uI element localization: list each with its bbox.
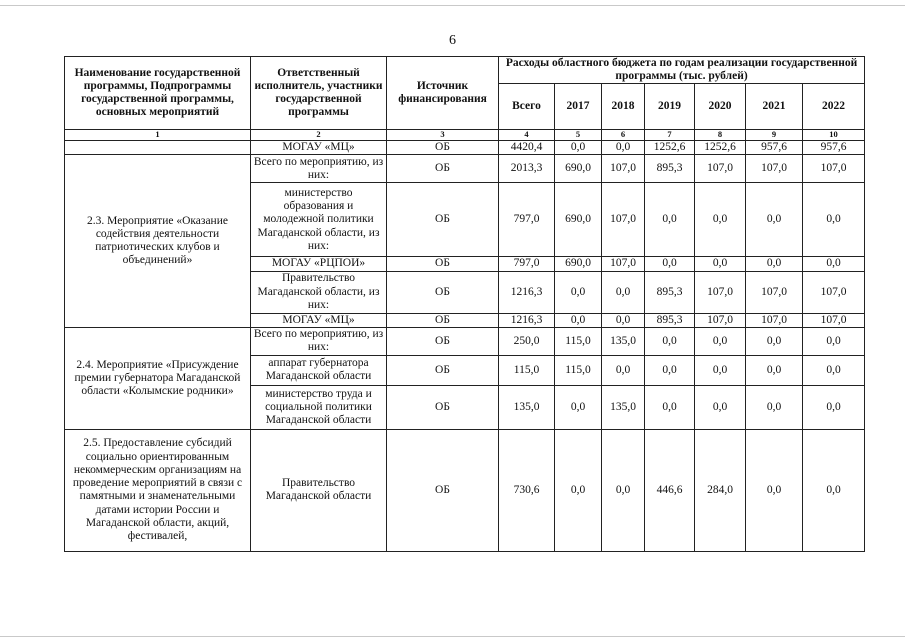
year-cell: 135,0 xyxy=(602,385,645,429)
year-cell: 284,0 xyxy=(695,429,746,551)
total-cell: 4420,4 xyxy=(499,141,555,155)
year-cell: 0,0 xyxy=(746,327,803,355)
source-cell: ОБ xyxy=(387,385,499,429)
column-number: 8 xyxy=(695,130,746,141)
column-number-row xyxy=(65,130,865,141)
year-cell: 135,0 xyxy=(602,327,645,355)
header-year: 2022 xyxy=(803,84,865,130)
year-cell: 0,0 xyxy=(803,257,865,271)
executor-cell: МОГАУ «МЦ» xyxy=(251,141,387,155)
header-row-top xyxy=(65,57,865,84)
year-cell: 0,0 xyxy=(555,141,602,155)
column-number: 4 xyxy=(499,130,555,141)
year-cell: 0,0 xyxy=(602,355,645,385)
source-cell: ОБ xyxy=(387,155,499,183)
total-cell: 1216,3 xyxy=(499,271,555,313)
total-cell: 250,0 xyxy=(499,327,555,355)
year-cell: 0,0 xyxy=(746,257,803,271)
year-cell: 690,0 xyxy=(555,183,602,257)
year-cell: 107,0 xyxy=(602,257,645,271)
activity-name: 2.3. Мероприятие «Оказание содействия деятельности патриотических клубов и объединений» xyxy=(65,155,251,327)
source-cell: ОБ xyxy=(387,183,499,257)
year-cell: 0,0 xyxy=(803,429,865,551)
year-cell: 690,0 xyxy=(555,155,602,183)
header-name: Наименование государственной программы, Подпрограммы государственной программы, основных мероприятий xyxy=(65,57,251,130)
year-cell: 0,0 xyxy=(803,183,865,257)
column-number: 1 xyxy=(65,130,251,141)
header-year: 2017 xyxy=(555,84,602,130)
total-cell: 2013,3 xyxy=(499,155,555,183)
year-cell: 107,0 xyxy=(695,271,746,313)
column-number: 6 xyxy=(602,130,645,141)
header-year: 2018 xyxy=(602,84,645,130)
header-year: 2019 xyxy=(645,84,695,130)
executor-cell: МОГАУ «МЦ» xyxy=(251,313,387,327)
year-cell: 107,0 xyxy=(803,313,865,327)
year-cell: 690,0 xyxy=(555,257,602,271)
executor-cell: Правительство Магаданской области xyxy=(251,429,387,551)
header-expenses: Расходы областного бюджета по годам реализации государственной программы (тыс. рублей) xyxy=(499,57,865,84)
header-year: 2021 xyxy=(746,84,803,130)
year-cell: 1252,6 xyxy=(695,141,746,155)
total-cell: 797,0 xyxy=(499,183,555,257)
year-cell: 0,0 xyxy=(645,183,695,257)
year-cell: 0,0 xyxy=(803,327,865,355)
year-cell: 0,0 xyxy=(602,313,645,327)
year-cell: 107,0 xyxy=(746,313,803,327)
executor-cell: аппарат губернатора Магаданской области xyxy=(251,355,387,385)
year-cell: 107,0 xyxy=(695,155,746,183)
total-cell: 115,0 xyxy=(499,355,555,385)
year-cell: 0,0 xyxy=(746,355,803,385)
year-cell: 0,0 xyxy=(645,327,695,355)
executor-cell: Всего по мероприятию, из них: xyxy=(251,155,387,183)
page-number: 6 xyxy=(449,33,456,48)
year-cell: 0,0 xyxy=(695,183,746,257)
executor-cell: Правительство Магаданской области, из них: xyxy=(251,271,387,313)
table-row xyxy=(65,141,865,155)
year-cell: 957,6 xyxy=(746,141,803,155)
year-cell: 107,0 xyxy=(803,155,865,183)
source-cell: ОБ xyxy=(387,271,499,313)
year-cell: 0,0 xyxy=(746,429,803,551)
header-source: Источник финансирования xyxy=(387,57,499,130)
executor-cell: министерство образования и молодежной политики Магаданской области, из них: xyxy=(251,183,387,257)
column-number: 3 xyxy=(387,130,499,141)
year-cell: 0,0 xyxy=(803,385,865,429)
year-cell: 0,0 xyxy=(645,385,695,429)
year-cell: 0,0 xyxy=(555,271,602,313)
scan-edge-top xyxy=(0,5,905,6)
year-cell: 107,0 xyxy=(746,271,803,313)
year-cell: 0,0 xyxy=(645,257,695,271)
executor-cell: министерство труда и социальной политики Магаданской области xyxy=(251,385,387,429)
activity-name: 2.5. Предоставление субсидий социально ориентированным некоммерческим организациям на проведение мероприятий в связи с памятными и знаменательными датами истории России и Магаданской области, акций, фестивалей, xyxy=(65,429,251,551)
year-cell: 107,0 xyxy=(602,155,645,183)
year-cell: 0,0 xyxy=(746,385,803,429)
header-executor: Ответственный исполнитель, участники государственной программы xyxy=(251,57,387,130)
source-cell: ОБ xyxy=(387,429,499,551)
scan-edge-bottom xyxy=(0,636,905,637)
executor-cell: Всего по мероприятию, из них: xyxy=(251,327,387,355)
source-cell: ОБ xyxy=(387,327,499,355)
year-cell: 957,6 xyxy=(803,141,865,155)
total-cell: 1216,3 xyxy=(499,313,555,327)
header-year: 2020 xyxy=(695,84,746,130)
table-row xyxy=(65,327,865,355)
source-cell: ОБ xyxy=(387,141,499,155)
source-cell: ОБ xyxy=(387,313,499,327)
budget-table xyxy=(64,56,865,552)
year-cell: 895,3 xyxy=(645,271,695,313)
column-number: 10 xyxy=(803,130,865,141)
year-cell: 1252,6 xyxy=(645,141,695,155)
year-cell: 115,0 xyxy=(555,327,602,355)
year-cell: 107,0 xyxy=(746,155,803,183)
total-cell: 135,0 xyxy=(499,385,555,429)
year-cell: 0,0 xyxy=(555,385,602,429)
table-row xyxy=(65,155,865,183)
year-cell: 0,0 xyxy=(803,355,865,385)
year-cell: 0,0 xyxy=(555,313,602,327)
name-cell-empty xyxy=(65,141,251,155)
total-cell: 730,6 xyxy=(499,429,555,551)
year-cell: 0,0 xyxy=(602,271,645,313)
table-row xyxy=(65,429,865,551)
activity-name: 2.4. Мероприятие «Присуждение премии губернатора Магаданской области «Колымские родники» xyxy=(65,327,251,429)
year-cell: 446,6 xyxy=(645,429,695,551)
year-cell: 0,0 xyxy=(746,183,803,257)
column-number: 7 xyxy=(645,130,695,141)
year-cell: 895,3 xyxy=(645,313,695,327)
executor-cell: МОГАУ «РЦПОИ» xyxy=(251,257,387,271)
header-total: Всего xyxy=(499,84,555,130)
year-cell: 115,0 xyxy=(555,355,602,385)
year-cell: 0,0 xyxy=(602,429,645,551)
year-cell: 0,0 xyxy=(555,429,602,551)
year-cell: 107,0 xyxy=(803,271,865,313)
year-cell: 895,3 xyxy=(645,155,695,183)
total-cell: 797,0 xyxy=(499,257,555,271)
year-cell: 107,0 xyxy=(602,183,645,257)
column-number: 2 xyxy=(251,130,387,141)
source-cell: ОБ xyxy=(387,355,499,385)
source-cell: ОБ xyxy=(387,257,499,271)
column-number: 9 xyxy=(746,130,803,141)
year-cell: 0,0 xyxy=(602,141,645,155)
year-cell: 0,0 xyxy=(695,385,746,429)
year-cell: 0,0 xyxy=(695,257,746,271)
column-number: 5 xyxy=(555,130,602,141)
year-cell: 107,0 xyxy=(695,313,746,327)
year-cell: 0,0 xyxy=(645,355,695,385)
year-cell: 0,0 xyxy=(695,327,746,355)
year-cell: 0,0 xyxy=(695,355,746,385)
